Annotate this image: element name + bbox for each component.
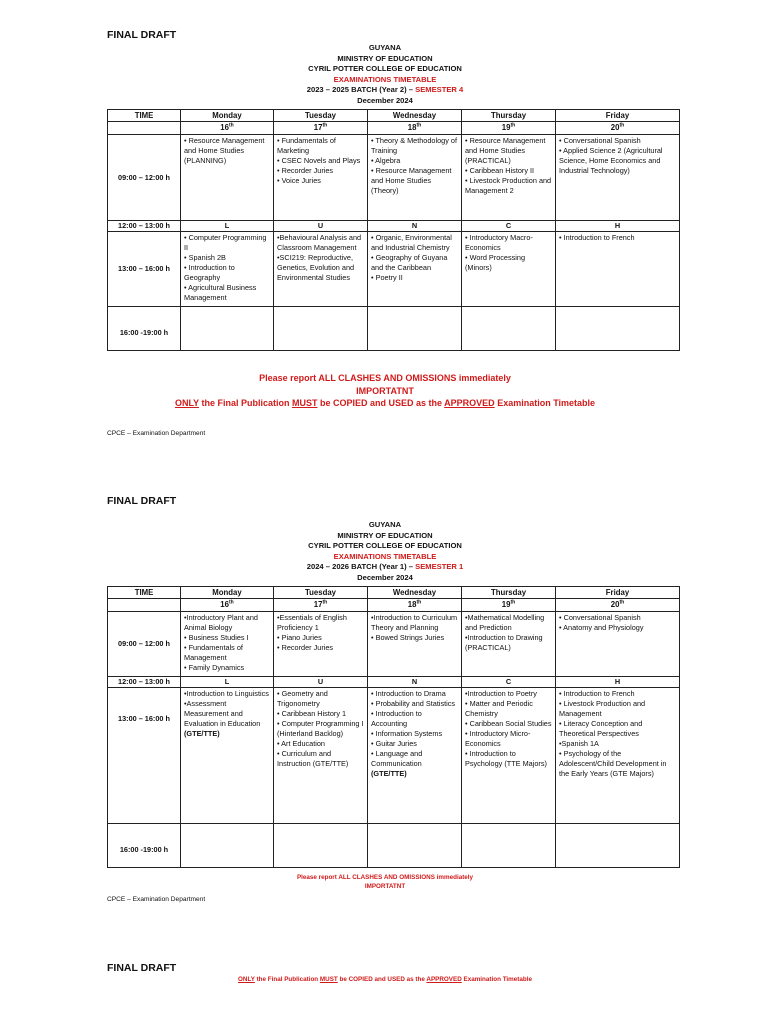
header-country: GUYANA — [368, 520, 402, 529]
exam-cell: • Conversational Spanish • Applied Science 2 (Agricultural Science, Home Economics and Industrial Technology) — [556, 135, 680, 221]
document-header-1 — [0, 43, 768, 106]
date-monday: 16th — [181, 122, 274, 135]
exam-cell: •Introduction to Curriculum Theory and Planning • Bowed Strings Juries — [368, 612, 462, 677]
final-draft-label-1: FINAL DRAFT — [107, 29, 177, 41]
header-batch-line — [0, 85, 768, 96]
time-slot-morning: 09:00 – 12:00 h — [108, 612, 181, 677]
timetable-year-2 — [107, 109, 680, 351]
exam-cell: •Introductory Plant and Animal Biology • Business Studies I • Fundamentals of Management • Family Dynamics — [181, 612, 274, 677]
morning-row — [108, 135, 680, 221]
lunch-letter: H — [556, 221, 680, 232]
header-college: CYRIL POTTER COLLEGE OF EDUCATION — [308, 64, 462, 73]
batch-label: 2024 – 2026 BATCH (Year 1) – — [306, 562, 413, 571]
time-slot-lunch: 12:00 – 13:00 h — [108, 677, 181, 688]
lunch-row — [108, 221, 680, 232]
exam-cell: •Essentials of English Proficiency 1 • Piano Juries • Recorder Juries — [274, 612, 368, 677]
date-row — [108, 122, 680, 135]
lunch-letter: C — [462, 677, 556, 688]
day-header-thursday: Thursday — [462, 110, 556, 122]
exam-cell-empty — [181, 824, 274, 868]
batch-label: 2023 – 2025 BATCH (Year 2) – — [306, 85, 413, 94]
notice-important: IMPORTATNT — [356, 385, 414, 396]
day-header-wednesday: Wednesday — [368, 587, 462, 599]
header-ministry: MINISTRY OF EDUCATION — [337, 530, 433, 540]
notice-approved-line: ONLY the Final Publication MUST be COPIED and USED as the APPROVED Examination Timetable — [238, 976, 532, 983]
day-header-friday: Friday — [556, 587, 680, 599]
time-column-header: TIME — [108, 110, 181, 122]
exam-cell: •Introduction to Linguistics •Assessment Measurement and Evaluation in Education (GTE/TTE) — [181, 688, 274, 824]
lunch-letter: C — [462, 221, 556, 232]
day-header-row — [108, 110, 680, 122]
exam-cell: •Behavioural Analysis and Classroom Management •SCI219: Reproductive, Genetics, Evolution and Environmental Studies — [274, 232, 368, 307]
date-blank — [108, 599, 181, 612]
exam-cell-empty — [462, 824, 556, 868]
date-monday: 16th — [181, 599, 274, 612]
header-college: CYRIL POTTER COLLEGE OF EDUCATION — [308, 541, 462, 550]
exam-cell-empty — [274, 307, 368, 351]
notice-report: Please report ALL CLASHES AND OMISSIONS immediately — [259, 373, 511, 383]
day-header-monday: Monday — [181, 587, 274, 599]
exam-cell: • Geometry and Trigonometry • Caribbean History 1 • Computer Programming I (Hinterland Backlog) • Art Education • Curriculum and Instruction (GTE/TTE) — [274, 688, 368, 824]
afternoon-row — [108, 688, 680, 824]
time-slot-afternoon: 13:00 – 16:00 h — [108, 688, 181, 824]
final-draft-label-2: FINAL DRAFT — [107, 495, 177, 507]
exam-cell: • Conversational Spanish • Anatomy and Physiology — [556, 612, 680, 677]
exam-cell: • Computer Programming II • Spanish 2B • Introduction to Geography • Agricultural Business Management — [181, 232, 274, 307]
date-thursday: 19th — [462, 599, 556, 612]
notice-approved-line: ONLY the Final Publication MUST be COPIED and USED as the APPROVED Examination Timetable — [174, 398, 596, 408]
exam-cell: •Introduction to Poetry • Matter and Periodic Chemistry • Caribbean Social Studies • Introductory Micro-Economics • Introduction to Psychology (TTE Majors) — [462, 688, 556, 824]
date-row — [108, 599, 680, 612]
notice-block-2 — [0, 873, 768, 891]
exam-cell-empty — [556, 307, 680, 351]
exam-cell: • Resource Management and Home Studies (PRACTICAL) • Caribbean History II • Livestock Production and Management 2 — [462, 135, 556, 221]
header-title: EXAMINATIONS TIMETABLE — [333, 551, 437, 561]
day-header-row — [108, 587, 680, 599]
time-slot-morning: 09:00 – 12:00 h — [108, 135, 181, 221]
evening-row — [108, 307, 680, 351]
lunch-letter: L — [181, 221, 274, 232]
day-header-thursday: Thursday — [462, 587, 556, 599]
exam-cell: • Theory & Methodology of Training • Algebra • Resource Management and Home Studies (Theory) — [368, 135, 462, 221]
notice-block-1 — [0, 372, 768, 410]
footer-department-2: CPCE – Examination Department — [107, 896, 206, 903]
exam-cell-empty — [368, 824, 462, 868]
exam-cell: • Fundamentals of Marketing • CSEC Novels and Plays • Recorder Juries • Voice Juries — [274, 135, 368, 221]
exam-cell-empty — [368, 307, 462, 351]
lunch-letter: U — [274, 221, 368, 232]
lunch-letter: L — [181, 677, 274, 688]
time-slot-afternoon: 13:00 – 16:00 h — [108, 232, 181, 307]
semester-label: SEMESTER 1 — [415, 562, 464, 571]
header-title: EXAMINATIONS TIMETABLE — [333, 74, 437, 84]
time-column-header: TIME — [108, 587, 181, 599]
date-tuesday: 17th — [274, 599, 368, 612]
day-header-tuesday: Tuesday — [274, 587, 368, 599]
day-header-monday: Monday — [181, 110, 274, 122]
exam-cell: • Organic, Environmental and Industrial Chemistry • Geography of Guyana and the Caribbean • Poetry II — [368, 232, 462, 307]
lunch-letter: N — [368, 677, 462, 688]
exam-cell: • Introduction to French — [556, 232, 680, 307]
time-slot-lunch: 12:00 – 13:00 h — [108, 221, 181, 232]
header-batch-line — [0, 562, 768, 573]
exam-cell-empty — [181, 307, 274, 351]
exam-cell: • Resource Management and Home Studies (PLANNING) — [181, 135, 274, 221]
time-slot-evening: 16:00 -19:00 h — [108, 307, 181, 351]
exam-cell-empty — [274, 824, 368, 868]
notice-report: Please report ALL CLASHES AND OMISSIONS immediately — [296, 874, 474, 881]
lunch-letter: H — [556, 677, 680, 688]
exam-cell: • Introduction to French • Livestock Production and Management • Literacy Conception and Theoretical Perspectives •Spanish 1A • Psychology of the Adolescent/Child Development in the Early Years (GTE Majors) — [556, 688, 680, 824]
afternoon-row — [108, 232, 680, 307]
notice-important: IMPORTATNT — [364, 883, 406, 890]
document-header-2 — [0, 520, 768, 583]
exam-cell-empty — [462, 307, 556, 351]
lunch-letter: N — [368, 221, 462, 232]
evening-row — [108, 824, 680, 868]
date-friday: 20th — [556, 122, 680, 135]
lunch-letter: U — [274, 677, 368, 688]
date-tuesday: 17th — [274, 122, 368, 135]
date-blank — [108, 122, 181, 135]
semester-label: SEMESTER 4 — [415, 85, 464, 94]
exam-cell: • Introduction to Drama • Probability and Statistics • Introduction to Accounting • Information Systems • Guitar Juries • Language and Communication (GTE/TTE) — [368, 688, 462, 824]
final-draft-label-3: FINAL DRAFT — [107, 962, 177, 974]
header-month: December 2024 — [357, 572, 413, 582]
date-friday: 20th — [556, 599, 680, 612]
day-header-wednesday: Wednesday — [368, 110, 462, 122]
footer-department-1: CPCE – Examination Department — [107, 430, 206, 437]
exam-cell: •Mathematical Modelling and Prediction •Introduction to Drawing (PRACTICAL) — [462, 612, 556, 677]
notice-approved-block-3 — [0, 975, 768, 984]
lunch-row — [108, 677, 680, 688]
exam-cell: • Introductory Macro-Economics • Word Processing (Minors) — [462, 232, 556, 307]
date-wednesday: 18th — [368, 122, 462, 135]
timetable-year-1 — [107, 586, 680, 868]
date-wednesday: 18th — [368, 599, 462, 612]
time-slot-evening: 16:00 -19:00 h — [108, 824, 181, 868]
day-header-tuesday: Tuesday — [274, 110, 368, 122]
header-month: December 2024 — [357, 95, 413, 105]
morning-row — [108, 612, 680, 677]
exam-cell-empty — [556, 824, 680, 868]
header-country: GUYANA — [368, 43, 402, 52]
day-header-friday: Friday — [556, 110, 680, 122]
header-ministry: MINISTRY OF EDUCATION — [337, 53, 433, 63]
date-thursday: 19th — [462, 122, 556, 135]
